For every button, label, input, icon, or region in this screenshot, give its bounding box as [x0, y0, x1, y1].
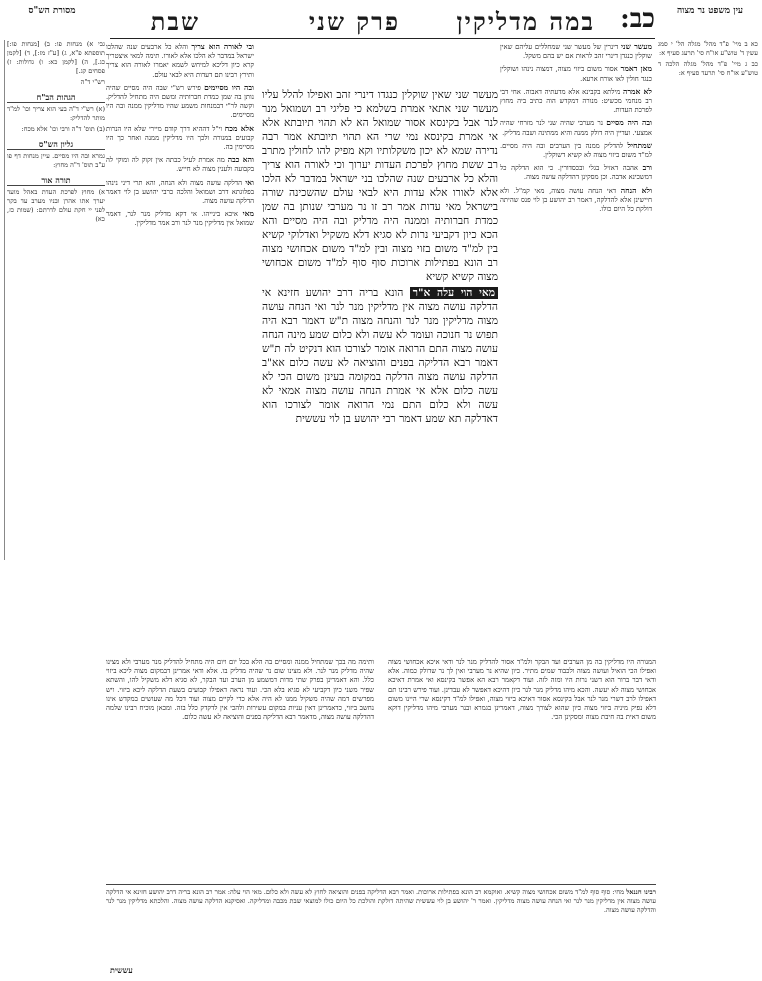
rashi-paragraph — [500, 118, 652, 137]
torah-or-entry: א) מחוץ לפרכת העדת באהל מועד יערך אתו אהרן ובניו מערב עד בקר לפני יי חקת עולם לדרתם: (שמות כז, כא) — [7, 188, 105, 223]
rashi-paragraph — [500, 186, 652, 215]
tractate-name: שבת — [150, 7, 200, 36]
tosafot-paragraph — [106, 155, 254, 174]
tosafot-paragraph — [106, 178, 254, 207]
tosafot-continuation: ותימה מה בכך שמתחיל ממנה ומסיים בה הלא בכל יום ויום היה מתחיל להדליק מנר מערבי ולא מצינו שהיה מדליק מנר לנר. ולא מצינו שום נר שהיה מדליק בו. אלא ודאי אמרינן דבמקום מצוה ליכא ביזוי כלל. והא דאמרינן בפרק שתי מדות דמשמע מן הערב ועד הבקר, לא סגיא דלא משקיל להו, והשתא שפיר משני כיון דקביעי לא סגיא בלא הכי. ועוד נראה דאפילו קבועים בשעת הדלקה ליכא ביזוי. ויש מפרשים דמה שהיה משקיל ממנו לא היה אלא כדי לקיים מצוה ועוד דכל מה שעושים במקדש אינו נחשב ביזוי, כדאמרינן דאין עניות במקום עשירות ולהכי אין לדקדק כלל בזה. ומכאן מוכיח רבינו שלמה דהדלקה עושה מצוה, מדאמר רבא הדליקה בפנים והוציאה לא עשה כלום. — [106, 658, 374, 722]
dibbur-hamatchil: שמתחיל — [627, 140, 652, 150]
tosafot-text: והלא כל ארבעים שנה שהלכו ישראל במדבר לא הלכו אלא לאורו. תימה למאי איצטריך קרא כיון דליכא למיחש לשמא יאמרו לאורה הוא צריך ותירץ רבינו תם דעדות היא לבאי עולם. — [106, 43, 254, 79]
ein-mishpat-heading: עין משפט נר מצוה — [676, 6, 744, 16]
rashi-text: להדליק ממנה בין הערבים ובה היה מסיים. למ"ד משום ביזוי מצוה לא קשיא דשוקלין. — [500, 141, 652, 160]
rashi-paragraph — [500, 42, 652, 61]
ein-mishpat-entry: כא ב מיי' פ"ד מהל' מגלה הל' י סמג עשין ד' טוש"ע או"ח סי' תרעג סעיף א: — [658, 40, 758, 57]
gilyon-heading: גליון הש"ס — [7, 140, 105, 150]
gemara-continuation: הונא בריה דרב יהושע חזינא אי הדלקה עושה מצוה אין מדליקין מנר לנר ואי הנחה עושה מצוה מדליקין מנר לנר והנחה מצוה ת"ש דאמר רבא היה תפוש נר חנוכה ועומד לא עשה ולא כלום שמע מינה הנחה עושה מצוה התם הרואה אומר לצורכו הוא דנקיט לה ת"ש דאמר רבא הדליקה בפנים והוציאה לא עשה כלום אא"ב הדלקה עושה מצוה הדלקה במקומה בעינן משום הכי לא עשה כלום אלא אי אמרת הנחה עושה מצוה אמאי לא עשה ולא כלום התם נמי הרואה אומר לצורכו הוא דאדלקה תא שמע דאמר רבי יהושע בן לוי עששית — [262, 287, 498, 425]
rashi-paragraph — [500, 87, 652, 116]
rashi-text: נר מערבי שהיה שני לנר מזרחי שהיה אמצעי. ועדיין היה דולק ממנה והיא ממתינה ושבה מדליק. — [500, 119, 652, 137]
hagahot-entry: (ב) תוס' ד"ה ורבי וכו' אלא מכח: — [21, 125, 105, 133]
mesoret-entry: רש"י ד"ה — [80, 78, 105, 86]
tosafot-paragraph — [106, 83, 254, 121]
perek-label: פרק שני — [308, 7, 400, 36]
torah-or-heading: תורה אור — [7, 176, 105, 186]
mesoret-hashas-heading: מסורת הש"ס — [28, 6, 76, 16]
rashi-paragraph — [500, 141, 652, 160]
rashi-continuation: המנורה היו מדליקין בה מן הערבים ועד הבקר ולמ"ד אסור להדליק מנר לנר ודאי איכא אכחושי מצוה ואפילו הכי הואיל ועושה מצוה ולכבוד שמים מתיר. כיון שהיא נר מערבי ואין לך נר שדולק כמוה. אלא ודאי דבר ברור הוא דשני נרות היו ומזה לזה. ועוד דקאמר רבא הא אפשר בקינסא ואי אמרת דאיכא אכחושי מצוה לא יעשה. והכא מיהו מדליק מנר לנר כיון דהיכא דאפשר לא עבדינן. ועוד פירש רבינו תם דאפילו לרב דשרי מנר לנר אבל בקינסא אסור דאיכא ביזוי מצוה, ואפילו למ"ד דקינסא שרי היינו משום דלא נפיק מיניה ביזוי מצוה כיון שהוא לצורך מצוה, דאמרינן בגמרא ובנר מערבי מיהו מדליקין דוקא משום דאית בה חיבת מצוה ומסקינן הכי. — [388, 658, 656, 722]
ein-mishpat-column — [658, 40, 758, 140]
tosafot-paragraph — [106, 124, 254, 153]
rashi-text: דינרין של מעשר שני שמחללים עליהם שאין שוקלין כנגדן דינרי זהב לראות אם יש בהם משקל. — [500, 43, 652, 61]
mesoret-hashas-column — [4, 40, 105, 560]
tosafot-text: הדלקה עושה מצוה ולא הנחה, והא תרי דיני נינהו בפלוגתא דרב ושמואל והלכה כרבי יהושע בן לוי דאמר הדלקה עושה מצוה. — [106, 178, 254, 206]
chapter-title: במה מדליקין — [456, 7, 595, 36]
rashi-text: אסור משום ביזוי מצוה, דמצוה נינהו ושוקלין כנגד חולין לאו אורח ארעא. — [500, 65, 652, 83]
page-header — [110, 4, 655, 39]
rashi-text: אהבה דאזיל בגלי ובכסדורין. כי הוא הדלקה כל דמשכינא אדבה. וכן מסקינן דהדלקה עושה מצוה. — [500, 164, 652, 182]
dibbur-hamatchil: ובה היו מסיימים — [204, 82, 254, 92]
dibbur-hamatchil: והא כבה — [227, 155, 254, 165]
tosafot-text: פירש רש"י שבה היה מסיים שהיה נותן בה שמן כמדת חברותיה ומשם היה מתחיל להדליק. וקשה לר"י דבמנחות משמע שהיו מדליקין ממנה ובה היו מסיימים. — [106, 83, 254, 120]
dibbur-hamatchil: לא אמרה — [622, 86, 652, 96]
rabbeinu-chananel-block — [106, 884, 656, 968]
gemara-paragraph — [262, 286, 498, 426]
rashi-text: דאי הנחה עושה מצוה, מאי קמ"ל. ולא חיישינן אלא להדלקה, דאמר רב יהושע בן לוי פנס שהיתה דולקת כל היום כולו. — [500, 186, 652, 214]
rabbeinu-chananel-label: רבינו חננאל — [626, 888, 656, 896]
dibbur-hamatchil: מאן דאמר — [620, 64, 652, 74]
tosafot-text: וי"ל דההיא דרך קודם מיירי שלא היו הנרות קבועים במנורה ולכך היו מדליקין ממנה ואחר כך היו מסיימין בה. — [106, 124, 254, 152]
rabbeinu-chananel-text: מחי: סוף סוף למ"ד משום אכחושי מצוה קשיא. ואוקמא רב הונא בפתילות ארוכות. ואמר רבא הדליקה בפנים והוציאה לחוץ לא עשה ולא כלום. מאי הוי עלה: אמר רב הונא בריה דרב יהושע חזינא אי הדלקה עושה מצוה אין מדליקין מנר לנר ואי הנחה עושה מצוה מדליקין. ואמר ר' יהושע בן לוי עששית שהיתה דולקת והולכת כל היום כולו למוצאי שבת מכבה ומדליקה. ואסיקנא הדלקה עושה מצוה. והלכתא מדליקין מנר לנר והדלקה עושה מצוה. — [106, 888, 656, 914]
rashi-column — [500, 42, 652, 654]
hagahot-heading: הגהות הב"ח — [7, 93, 105, 103]
rashi-paragraph — [500, 163, 652, 182]
hagahot-entry: (א) רש"י ד"ה בעי הוא צריך וכו' למ"ד מותר להדליק: — [7, 105, 105, 122]
rashi-paragraph — [500, 64, 652, 83]
catchword: עששית — [110, 965, 133, 975]
dibbur-hamatchil: מאי — [242, 209, 254, 219]
tosafot-column — [106, 42, 254, 654]
dibbur-hamatchil: ולא הנחה — [620, 185, 652, 195]
tosafot-paragraph — [106, 42, 254, 80]
gemara-paragraph: מעשר שני שאין שוקלין כנגדו דינרי זהב ואפילו להלל עליו מעשר שני אתאי אמרת בשלמא כי פליגי רב ושמואל מנר לנר אבל בקינסא אסור שמואל הא לא תהוי תיובתא אלא אי אמרת בקינסא נמי שרי הא תהוי תיובתא אמר רבה נדירה שמא לא יכון משקלותיו וקא מפיק להו לחולין מתרב רב ששת מחוץ לפרכת העדות יערוך וכי לאורה הוא צריך והלא כל ארבעים שנה שהלכו בני ישראל במדבר לא הלכו אלא לאורו אלא עדות היא לבאי עולם שהשכינה שורה בישראל מאי עדות אמר רב זו נר מערבי שנותן בה שמן כמדת חברותיה וממנה היה מדליק ובה היה מסיים והא הכא כיון דקביעי נרות לא סגיא דלא משקיל ואדלוקי קשיא בין למ"ד משום בזוי מצוה ובין למ"ד משום אכחושי מצוה רב הונא בפתילות ארוכות סוף סוף למ"ד משום אכחושי מצוה קשיא קשיא — [262, 89, 498, 283]
ein-mishpat-entry: כב ג מיי' פ"ד מהל' מגלה הלכה ד טוש"ע או"ח סי' תרעד סעיף א: — [658, 60, 758, 77]
daf-number: כב: — [620, 4, 655, 34]
section-marker: מאי הוי עלה א"ר — [410, 287, 498, 299]
dibbur-hamatchil: ורב — [642, 163, 652, 173]
gilyon-entry: גמרא ובה היו מסיים. עיין מנחות דף פו ע"ב תוס' ד"ה מחוץ: — [7, 152, 105, 169]
dibbur-hamatchil: ובי לאורה הוא צריך — [191, 42, 254, 51]
tosafot-text: איכא בינייהו. אי דקא מדליק מנר לנר, דאמר שמואל אין מדליקין מנר לנר ורב אמר מדליקין. — [106, 210, 254, 228]
dibbur-hamatchil: מעשר שני — [620, 42, 652, 51]
tosafot-paragraph — [106, 209, 254, 228]
dibbur-hamatchil: ובה היה מסיים — [606, 118, 652, 128]
mesoret-entry: גבי א) מנחות פו: ב) [מנחות פו:] תוספתא פ"א, ג) [ע"ז מז:], ד) [לקמן כג.], ה) [לקמן כא: ו) גדולות: ז) פסחים קג.] — [7, 40, 105, 75]
dibbur-hamatchil: ואי — [245, 177, 254, 187]
tosafot-text: מה אמרת לעיל כבתה אין זקוק לה ומוקי לה בקבועה ולענין מצוה לא חייש. — [106, 156, 254, 174]
dibbur-hamatchil: אלא מכח — [224, 123, 254, 133]
gemara-text-block — [262, 88, 498, 648]
commentary-continuation — [106, 658, 656, 880]
rashi-text: מילתא בקבינא אלא מדעתיה דאבוה. אחי דבי רב מנחמי מכשיט: מנורה דמקדש הוה כתיב ביה מחוץ לפרכת העדות. — [500, 87, 652, 115]
